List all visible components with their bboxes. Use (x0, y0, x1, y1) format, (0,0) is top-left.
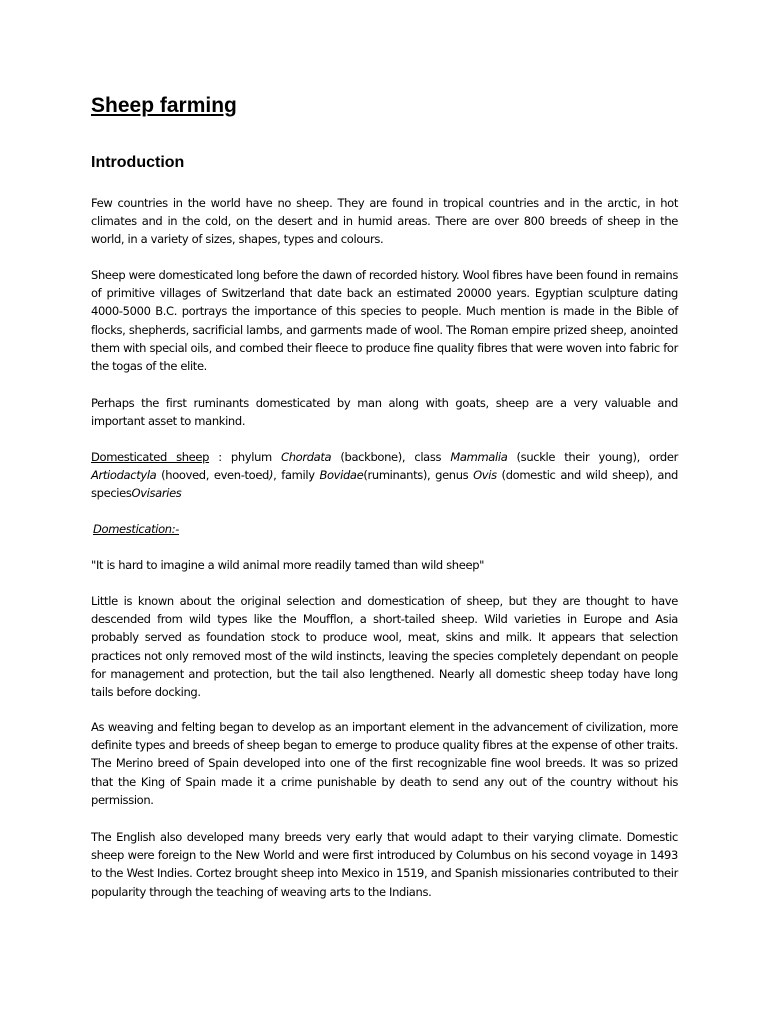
taxonomy-paragraph (91, 448, 678, 503)
document-page (91, 92, 678, 899)
taxonomy-colon: : (209, 450, 231, 464)
taxonomy-text-2: (backbone), class (331, 450, 451, 464)
domestication-heading: Domestication:- (93, 522, 180, 536)
paragraph-2: Sheep were domesticated long before the dawn of recorded history. Wool fibres have been found in remains of primitive villages of Switzerland that date back an estimated 20000 years. Egyptian sculpture dating 4000-5000 B.C. portrays the importance of this species to people. Much mention is made in the Bible of flocks, shepherds, sacrificial lambs, and garments made of wool. The Roman empire prized sheep, anointed them with special oils, and combed their fleece to produce fine quality fibres that were woven into fabric for the togas of the elite. (91, 268, 678, 374)
paragraph-5: As weaving and felting began to develop as an important element in the advancement of civilization, more definite types and breeds of sheep began to emerge to produce quality fibres at the expense of other traits. The Merino breed of Spain developed into one of the first recognizable fine wool breeds. It was so prized that the King of Spain made it a crime punishable by death to send any out of the country without his permission. (91, 720, 678, 807)
taxonomy-text-4b: ) (269, 468, 274, 483)
page-title: Sheep farming (91, 94, 237, 117)
taxonomy-family: Bovidae (319, 468, 364, 483)
introduction-heading: Introduction (91, 154, 185, 171)
taxonomy-label: Domesticated sheep (91, 450, 210, 464)
taxonomy-species: Ovisaries (131, 486, 182, 501)
paragraph-3: Perhaps the first ruminants domesticated by man along with goats, sheep are a very valuable and important asset to mankind. (91, 396, 678, 429)
taxonomy-text-4: (hooved, even-toed (156, 468, 270, 483)
taxonomy-text-5: , family (273, 468, 320, 483)
taxonomy-text-7: (domestic and wild sheep), and species (91, 468, 678, 501)
taxonomy-text-3: (suckle their young), order (507, 450, 678, 464)
taxonomy-class: Mammalia (450, 450, 508, 464)
taxonomy-phylum: Chordata (281, 450, 332, 464)
paragraph-1: Few countries in the world have no sheep. They are found in tropical countries and in the arctic, in hot climates and in the cold, on the desert and in humid areas. There are over 800 breeds of sheep in the world, in a variety of sizes, shapes, types and colours. (91, 196, 678, 247)
paragraph-4: Little is known about the original selection and domestication of sheep, but they are thought to have descended from wild types like the Moufflon, a short-tailed sheep. Wild varieties in Europe and Asia probably served as foundation stock to produce wool, meat, skins and milk. It appears that selection practices not only removed most of the wild instincts, leaving the species completely dependant on people for management and protection, but the tail also lengthened. Nearly all domestic sheep today have long tails before docking. (91, 594, 678, 700)
paragraph-6: The English also developed many breeds very early that would adapt to their varying climate. Domestic sheep were foreign to the New World and were first introduced by Columbus on his second voyage in 1493 to the West Indies. Cortez brought sheep into Mexico in 1519, and Spanish missionaries contributed to their popularity through the teaching of weaving arts to the Indians. (91, 830, 678, 899)
quote: "It is hard to imagine a wild animal more readily tamed than wild sheep" (91, 558, 485, 572)
taxonomy-text-6: (ruminants), genus (363, 468, 474, 483)
taxonomy-order: Artiodactyla (91, 468, 157, 483)
taxonomy-genus: Ovis (473, 468, 497, 483)
taxonomy-text-1: phylum (230, 450, 282, 464)
